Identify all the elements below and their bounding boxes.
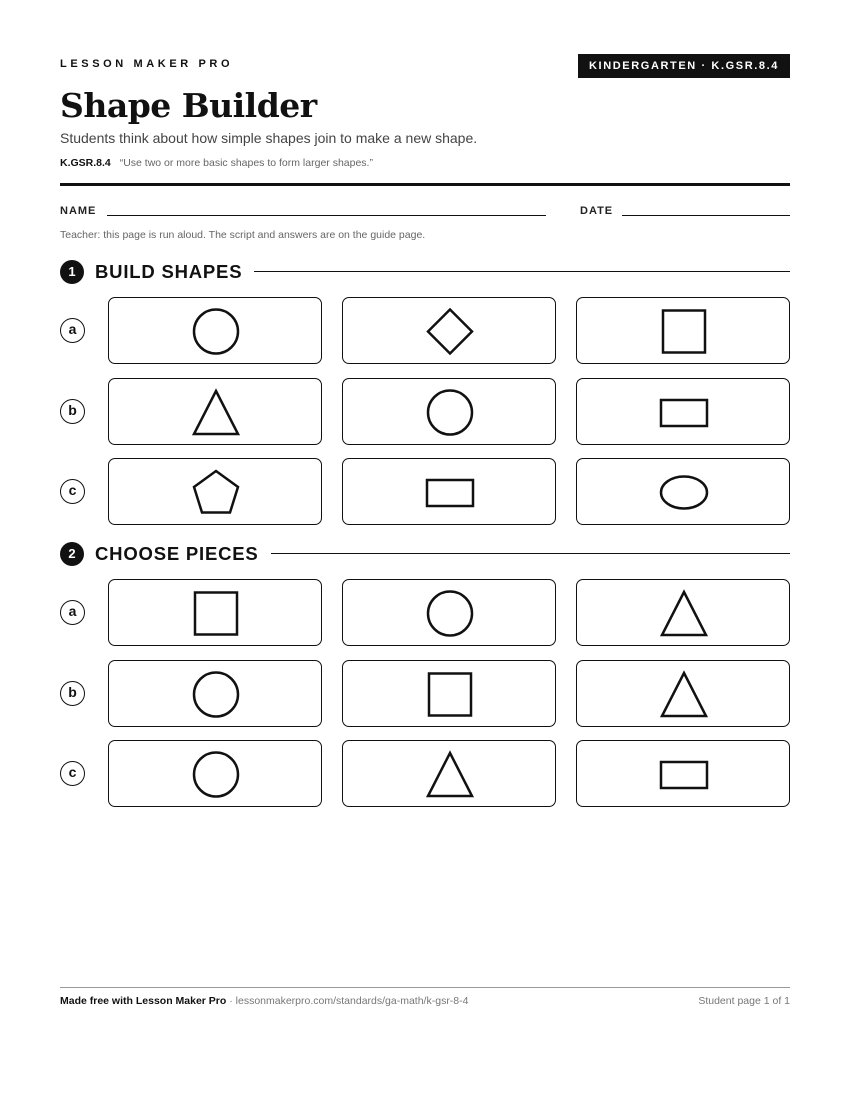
brand-name: LESSON MAKER PRO — [60, 58, 234, 70]
footer-url[interactable]: · lessonmakerpro.com/standards/ga-math/k-gsr-8-4 — [226, 995, 469, 1007]
shape-card[interactable] — [108, 579, 322, 646]
triangle-icon — [577, 661, 791, 728]
shape-card[interactable] — [342, 458, 556, 525]
row-label: a — [60, 600, 85, 625]
footer-made-with: Made free with Lesson Maker Pro — [60, 995, 227, 1007]
row-label: a — [60, 318, 85, 343]
triangle-icon — [577, 580, 791, 647]
row-label: c — [60, 761, 85, 786]
shape-card[interactable] — [576, 297, 790, 364]
shape-card[interactable] — [576, 458, 790, 525]
triangle-icon — [343, 741, 557, 808]
pentagon-icon — [109, 459, 323, 526]
square-icon — [109, 580, 323, 647]
rectangle-icon — [577, 379, 791, 446]
standard-line — [60, 157, 373, 169]
standard-code: K.GSR.8.4 — [60, 157, 111, 169]
row-label: b — [60, 681, 85, 706]
triangle-icon — [109, 379, 323, 446]
diamond-icon — [343, 298, 557, 365]
page-subtitle: Students think about how simple shapes join to make a new shape. — [60, 130, 478, 146]
circle-icon — [343, 580, 557, 647]
rectangle-icon — [343, 459, 557, 526]
shape-card[interactable] — [576, 378, 790, 445]
standard-text: “Use two or more basic shapes to form larger shapes.” — [119, 157, 373, 169]
shape-card[interactable] — [342, 378, 556, 445]
section-title: BUILD SHAPES — [95, 259, 254, 285]
circle-icon — [109, 298, 323, 365]
footer-page-number: Student page 1 of 1 — [698, 995, 790, 1007]
footer-rule — [60, 987, 790, 988]
row-label: c — [60, 479, 85, 504]
shape-card[interactable] — [108, 458, 322, 525]
section-header — [60, 541, 790, 567]
shape-card[interactable] — [108, 378, 322, 445]
shape-card[interactable] — [342, 579, 556, 646]
name-field[interactable] — [107, 215, 546, 216]
grade-badge: KINDERGARTEN · K.GSR.8.4 — [578, 54, 790, 78]
shape-card[interactable] — [576, 660, 790, 727]
teacher-note: Teacher: this page is run aloud. The script and answers are on the guide page. — [60, 229, 426, 241]
shape-card[interactable] — [108, 740, 322, 807]
shape-card[interactable] — [576, 740, 790, 807]
header-rule — [60, 183, 790, 186]
circle-icon — [109, 661, 323, 728]
square-icon — [343, 661, 557, 728]
circle-icon — [109, 741, 323, 808]
row-label: b — [60, 399, 85, 424]
page-title: Shape Builder — [60, 86, 317, 125]
oval-icon — [577, 459, 791, 526]
section-number: 2 — [60, 542, 84, 566]
rectangle-icon — [577, 741, 791, 808]
shape-card[interactable] — [108, 660, 322, 727]
shape-card[interactable] — [342, 660, 556, 727]
square-icon — [577, 298, 791, 365]
shape-card[interactable] — [342, 740, 556, 807]
section-title: CHOOSE PIECES — [95, 541, 271, 567]
shape-card[interactable] — [108, 297, 322, 364]
footer-credit — [60, 995, 468, 1007]
section-header — [60, 259, 790, 285]
shape-card[interactable] — [576, 579, 790, 646]
section-number: 1 — [60, 260, 84, 284]
date-field[interactable] — [622, 215, 790, 216]
date-label: DATE — [580, 205, 614, 217]
circle-icon — [343, 379, 557, 446]
name-label: NAME — [60, 205, 97, 217]
shape-card[interactable] — [342, 297, 556, 364]
